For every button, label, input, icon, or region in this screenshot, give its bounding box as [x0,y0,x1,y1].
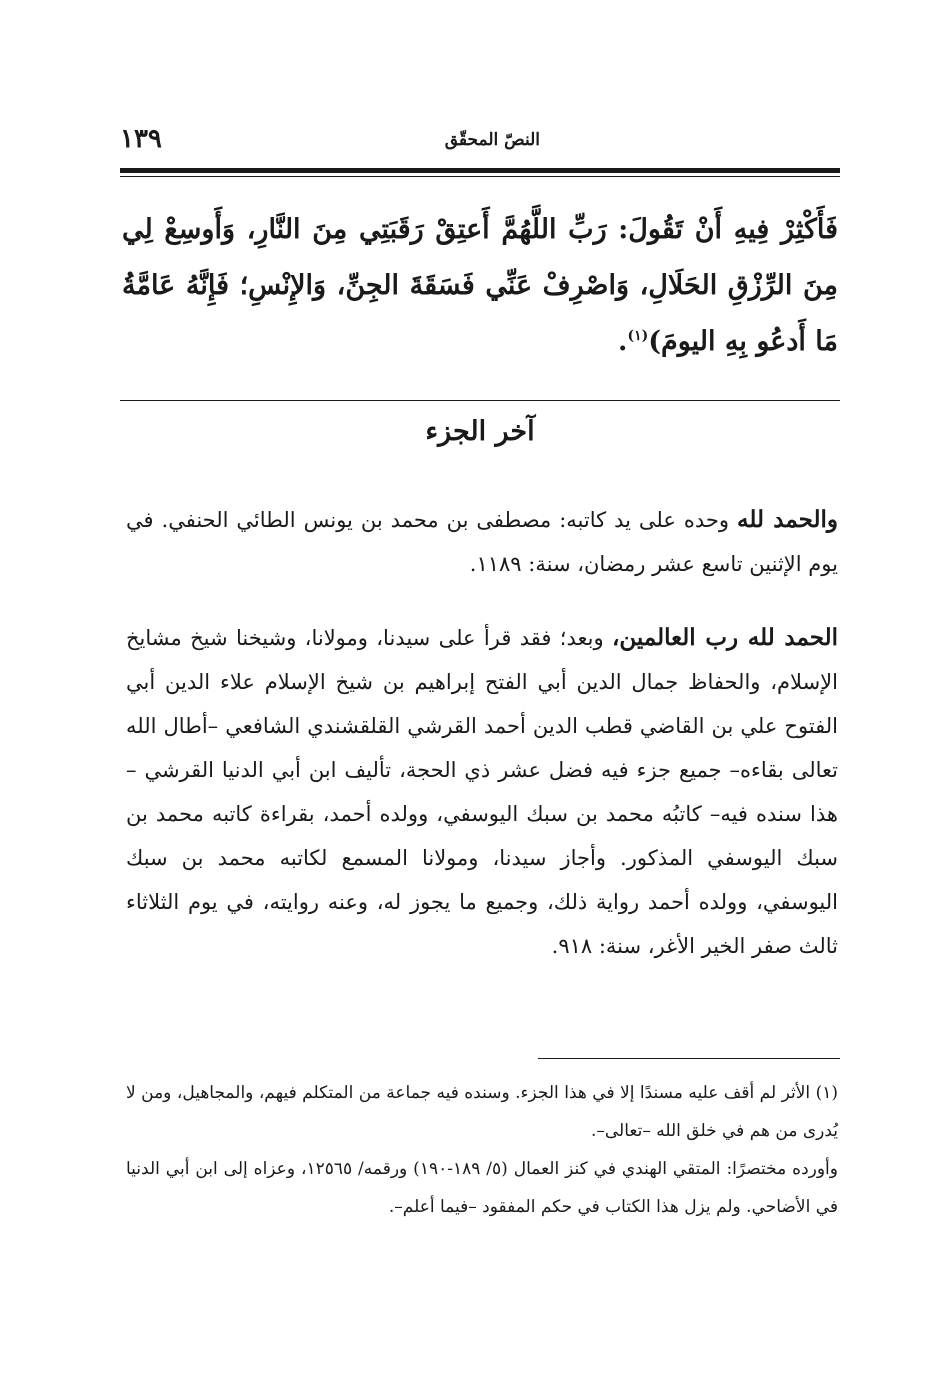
footnotes [126,1074,838,1226]
samaa-lead: الحمد لله رب العالمين، [611,624,839,651]
page-number: ١٣٩ [120,124,162,154]
footnote-1-continued: وأورده مختصرًا: المتقي الهندي في كنز العمال (٥/ ١٨٩-١٩٠) ورقمه/ ١٢٥٦٥، وعزاه إلى ابن أبي الدنيا في الأضاحي. ولم يزل هذا الكتاب في حكم المفقود –فيما أعلم–. [126,1159,838,1217]
samaa-paragraph [126,616,838,968]
colophon-lead: والحمد لله [737,506,838,533]
running-header [120,126,840,166]
header-rule-thick [120,168,840,173]
colophon-text: وحده على يد كاتبه: مصطفى بن محمد بن يونس الطائي الحنفي. في يوم الإثنين تاسع عشر رمضان، سنة: ١١٨٩. [126,508,838,576]
hadith-end: . [618,326,628,357]
header-title: النصّ المحقّق [444,130,540,150]
hadith-text [122,202,838,370]
hadith-body: فَأَكْثِرْ فِيهِ أَنْ تَقُولَ: رَبِّ اللَّهُمَّ أَعتِقْ رَقَبَتِي مِنَ النَّارِ، وَأَوسِعْ لِي مِنَ الرِّزْقِ الحَلَالِ، وَاصْرِفْ عَنِّي فَسَقَةَ الجِنِّ، وَالإِنْسِ؛ فَإِنَّهُ عَامَّةُ مَا أَدعُو بِهِ اليومَ) [122,214,838,357]
header-rule-thin [120,176,840,177]
footnote-separator [538,1058,840,1059]
samaa-text: وبعد؛ فقد قرأ على سيدنا، ومولانا، وشيخنا شيخ مشايخ الإسلام، والحفاظ جمال الدين أبي الفتح إبراهيم بن شيخ الإسلام علاء الدين أبي الفتوح علي بن القاضي قطب الدين أحمد القرشي القلقشندي الشافعي –أطال الله تعالى بقاءه– جميع جزء فيه فضل عشر ذي الحجة، تأليف ابن أبي الدنيا القرشي –هذا سنده فيه– كاتبُه محمد بن سبك اليوسفي، وولده أحمد، بقراءة كاتبه محمد بن سبك اليوسفي المذكور. وأجاز سيدنا، ومولانا المسمع لكاتبه محمد بن سبك اليوسفي، وولده أحمد رواية ذلك، وجميع ما يجوز له، وعنه روايته، في يوم الثلاثاء ثالث صفر الخير الأغر، سنة: ٩١٨. [126,626,839,958]
section-divider [120,400,840,401]
colophon-paragraph [126,498,838,586]
footnote-marker[interactable]: (١) [627,328,649,344]
section-title: آخر الجزء [425,416,535,447]
footnote-1: (١) الأثر لم أقف عليه مسندًا إلا في هذا الجزء. وسنده فيه جماعة من المتكلم فيهم، والمجاهيل، ومن لا يُدرى من هم في خلق الله –تعالى–. [126,1083,838,1141]
